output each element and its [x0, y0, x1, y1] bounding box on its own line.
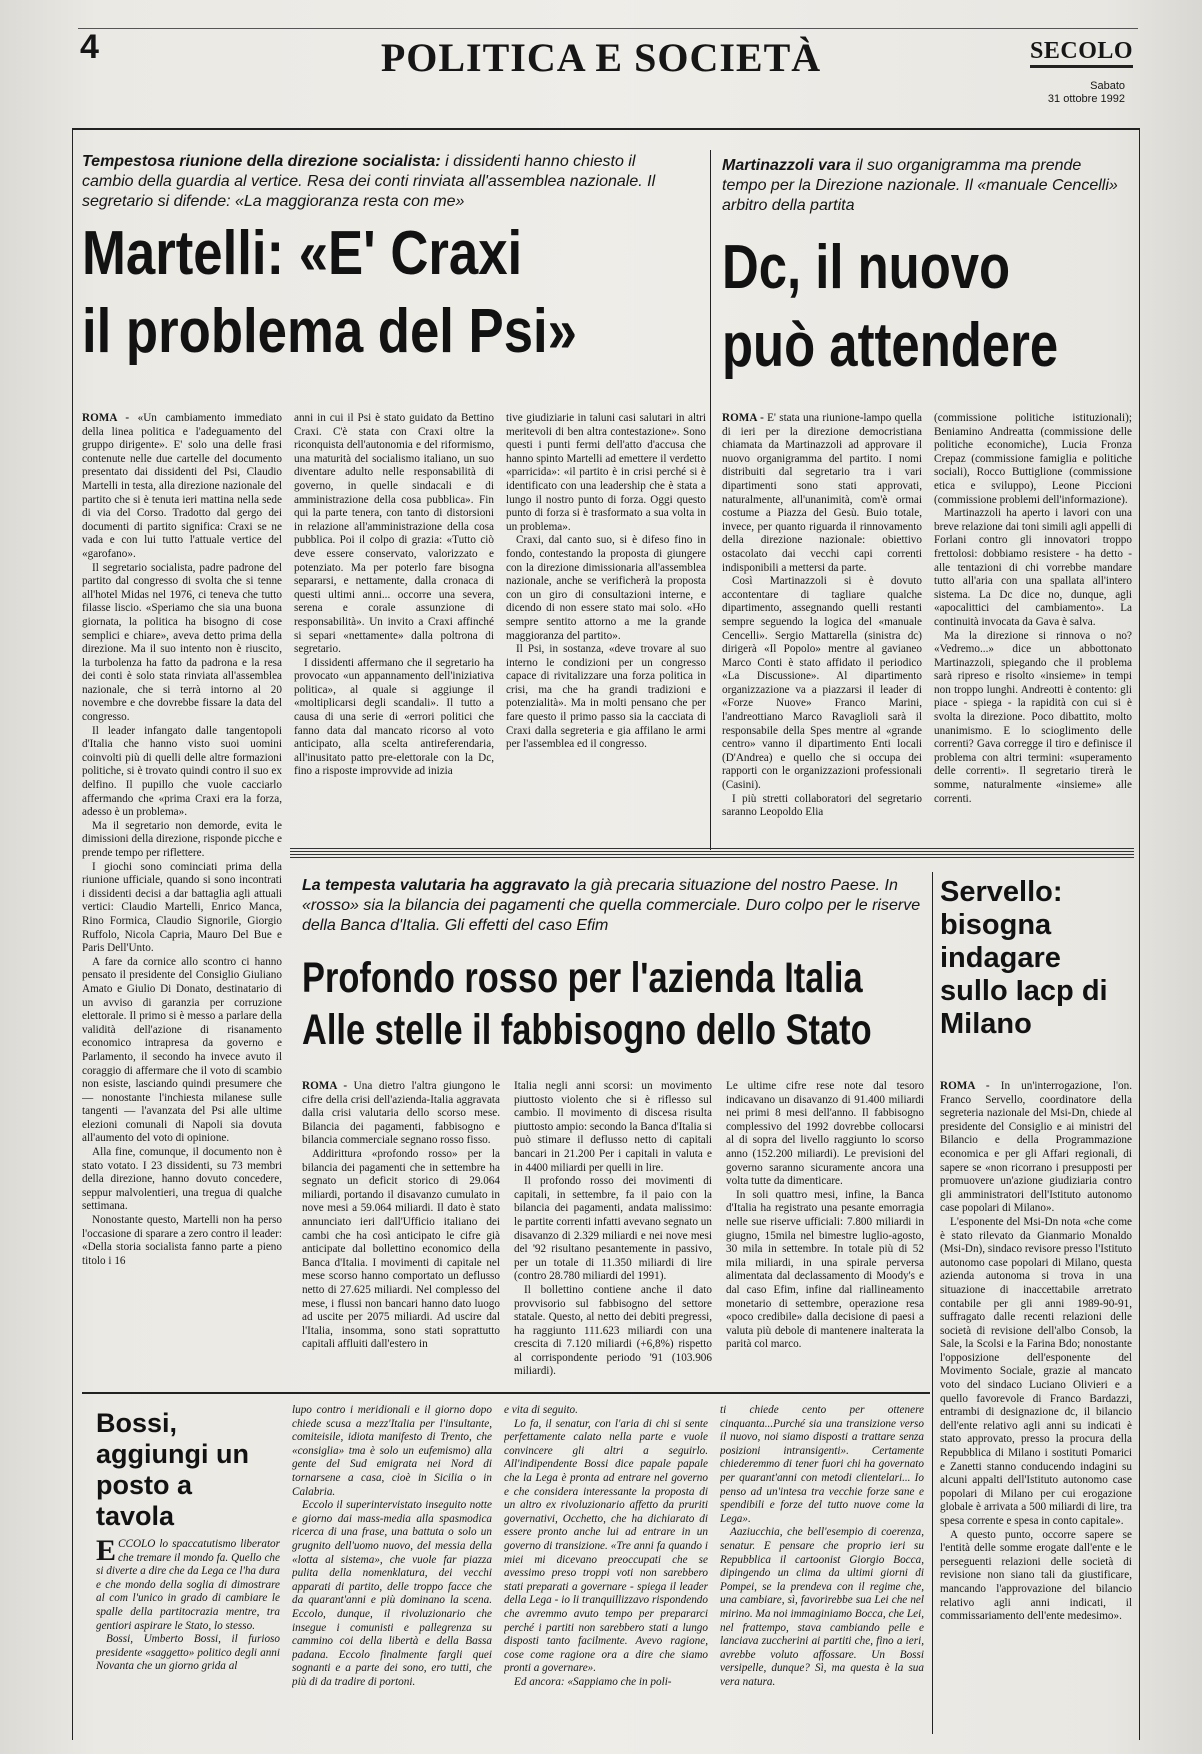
martelli-col1-text: «Un cambiamento immediato della linea politica e l'adeguamento del gruppo dirigente». E' solo una delle frasi contenute nelle due cartelle del documento presentato dai dissidenti del Psi, Claudio Martelli in testa, alla direzione nazionale del partito che si è tenuta ieri mattina nella sede di via del Corso. Tradotto dal gergo dei documenti di partito significa: Craxi se ne vada e con lui tutto l'attuale vertice del «garofano».	[82, 412, 282, 560]
page-number: 4	[80, 28, 99, 66]
martelli-col1-p7: Alla fine, comunque, il documento non è stato votato. I 23 dissidenti, su 73 membri della direzione, hanno dovuto concedere, seppur malvolentieri, una tregua di qualche settimana.	[82, 1146, 282, 1213]
bossi-col2-text: lupo contro i meridionali e il giorno dopo chiede scusa a mezz'Italia per l'insultante, comiteisile, idiota manifesto di Trento, che «consiglia» tma è solo un eufemismo) alla gente del Sud emigrata nei Nord di tornarsene a casa, cioè in Sicilia o in Calabria.	[292, 1404, 492, 1498]
bossi-col3-p3: Ed ancora: «Sappiamo che in poli-	[514, 1675, 672, 1688]
martelli-col1-p6: A fare da cornice allo scontro ci hanno pensato il presidente del Consiglio Giuliano Amato e Giulio Di Donato, destinatario di un avviso di garanzia per corruzione elettorale. Il primo si è messo a parlare della validità dell'azione di risanamento economico intrapresa da governo e Parlamento, il secondo ha invece avuto il coraggio di affermare che il voto di scambio non esiste, lasciando quindi presumere che — nonostante l'inchiesta milanese sulle tangenti — l'avanzata del Psi alle ultime elezioni comunali di Napoli sia dovuta all'aumento del voto di opinione.	[82, 955, 282, 1145]
bossi-col1-p2: Bossi, Umberto Bossi, il furioso presidente «saggetto» politico degli anni Novanta che un giorno grida al	[96, 1633, 280, 1673]
dc-headline-2: può attendere	[722, 311, 1059, 380]
section-stripe-divider	[290, 848, 1134, 858]
dc-column-1	[722, 412, 922, 840]
bossi-col4-p2: Aaziucchia, che bell'esempio di coerenza, senatur. E pensare che proprio ieri su Repubblica il cartoonist Giorgio Bocca, dipingendo un clima da ultimi giorni di Pompei, se la prendeva con il regime che, una cambiare, sì, favorirebbe sua Lei che nel mirino. Ma noi immaginiamo Bocca, che Lei, nel frattempo, stava cambiando pelle e lanciava zuccherini ai partiti che, fino a ieri, avrebbe voluto affossare. Un Bossi versipelle, dunque? Sì, ma questa è la sua vera natura.	[720, 1526, 924, 1688]
economia-headline-2: Alle stelle il fabbisogno dello Stato	[302, 1006, 872, 1054]
bossi-top-rule	[82, 1392, 930, 1394]
dc-col1-p2: Così Martinazzoli si è dovuto accontentare di tagliare qualche dipartimento, assegnando quelli restanti sempre seguendo la logica del «manuale Cencelli». Sergio Mattarella (sinistra dc) dirigerà «Il Popolo» mentre al gavianeo Marco Conti è stato affidato il periodico «La Discussione». Al dipartimento organizzazione va a piazzarsi il leader di «Forze Nuove» Franco Marini, l'andreottiano Marco Ravaglioli sarà il responsabile della Spes mentre al «grande centro» vanno il dipartimento Enti locali (D'Andrea) e quello che si occupa dei rapporti con le organizzazioni professionali (Casini).	[722, 575, 922, 792]
economia-col1-lead: ROMA -	[302, 1080, 348, 1092]
economia-headline-1: Profondo rosso per l'azienda Italia	[302, 954, 863, 1002]
economia-column-3	[726, 1080, 924, 1380]
dateline-date: 31 ottobre 1992	[1047, 93, 1125, 105]
martelli-col3-text: tive giudiziarie in taluni casi salutari in altri meritevoli di ben altra contestazione». Sono questi i punti fermi dell'atto d'accusa che hanno spinto Martelli ad emettere il verdetto «parricida»: «il partito è in crisi perché si è identificato con una leadership che è stata a lungo il nostro punto di forza. Oggi questo punto di forza si è trasformato a sua volta in un problema».	[506, 412, 706, 533]
bossi-column-3	[504, 1404, 708, 1734]
economia-col1-text: Una dietro l'altra giungono le cifre della crisi dell'azienda-Italia aggravata dalla crisi valutaria dello scorso mese. Bilancia dei pagamenti, fabbisogno e bilancia commerciale segnano rosso fisso.	[302, 1080, 500, 1147]
economia-col2-text: Italia negli anni scorsi: un movimento piuttosto violento che si è riflesso sul cambio. Il movimento di discesa risulta piuttosto ampio: secondo la Banca d'Italia si può stimare il deflusso netto di capitali bancari in 21.200 Per i capitali in valuta e in 4400 miliardi per quelli in lire.	[514, 1080, 712, 1174]
bossi-col4-text: ti chiede cento per ottenere cinquanta...Purché sia una transizione verso il nuovo, noi siamo disposti a trattare senza posizioni intransigenti». Certamente chiederemmo di tener fuori chi ha governato per quarant'anni con metodi clientelari... Io penso ad un'intesa tra vecchie forze sane e spendibili e forze del tutto nuove come la Lega».	[720, 1404, 924, 1525]
economia-col1-p2: Addirittura «profondo rosso» per la bilancia dei pagamenti che in settembre ha segnato un deficit storico di 29.064 miliardi, portando il disavanzo cumulato in nove mesi a 59.064 miliardi. Il dato è stato annunciato ieri dall'Ufficio italiano dei cambi che ha così anticipato le cifre già anticipate dal bollettino economico della Banca d'Italia. I movimenti di capitale nel mese scorso hanno comportato un deflusso netto di 27.625 miliardi. Nel complesso del mese, i flussi non bancari hanno dato luogo ad uscite per 2075 miliardi. Ad uscire dal l'Italia, insomma, sono stati soprattutto capitali affluiti dall'estero in	[302, 1147, 500, 1351]
martelli-col1-p8: Nonostante questo, Martelli non ha perso l'occasione di sparare a zero contro il leader: «Della storia socialista fanno parte a pieno titolo i 16	[82, 1214, 282, 1267]
martelli-column-1	[82, 412, 282, 1730]
bossi-column-1	[96, 1538, 280, 1734]
martelli-kicker-rest: i dissidenti hanno chiesto il cambio della guardia al vertice. Resa dei conti rinviata all'assemblea nazionale. Il segretario si difende: «La maggioranza resta con me»	[82, 153, 656, 210]
martelli-column-3	[506, 412, 706, 840]
frame-top-rule	[72, 128, 1140, 130]
dc-col1-lead: ROMA -	[722, 412, 764, 424]
servello-p3: A questo punto, occorre sapere se l'entità delle somme erogate dall'ente e le perseguenti relazioni delle società di revisione non siano tali da giustificare, mancando l'approvazione del bilancio relativo agli anni indicati, il commissariamento dell'ente medesimo».	[940, 1528, 1132, 1623]
dc-col1-p3: I più stretti collaboratori del segretario saranno Leopoldo Elia	[722, 792, 922, 819]
servello-divider	[932, 872, 933, 1734]
frame-left-rule	[72, 128, 73, 1740]
dateline	[1010, 80, 1125, 106]
servello-text: In un'interrogazione, l'on. Franco Servello, coordinatore della segreteria nazionale del Msi-Dn, chiede al presidente del Consiglio e ai ministri del Bilancio e della Programmazione economica e per gli Affari regionali, di sapere se «non ricorrano i presupposti per promuovere un'azione giudiziaria contro gli amministratori dell'Istituto autonomo case popolari di Milano».	[940, 1080, 1132, 1215]
economia-col3-text: Le ultime cifre rese note dal tesoro indicavano un disavanzo di 91.400 miliardi nei primi 8 mesi dell'anno. Il fabbisogno complessivo del 1992 dovrebbe collocarsi al di sopra del livello raggiunto lo scorso anno (152.200 miliardi). Le previsioni del governo saranno sicuramente ancora una volta tutte da dimenticare.	[726, 1080, 924, 1188]
dc-col1-text: E' stata una riunione-lampo quella di ieri per la direzione democristiana chiamata da Martinazzoli ad approvare il nuovo organigramma del partito. I nomi distribuiti dal segretario tra i vari dipartimenti sono stati approvati, naturalmente, all'unanimità, com'è ormai costume a Piazza del Gesù. Buio totale, invece, per quanto riguarda il rinnovamento della direzione nazionale: obiettivo ostacolato dai vecchi capi correnti indisponibili a mettersi da parte.	[722, 412, 922, 574]
dc-kicker-bold: Martinazzoli vara	[722, 157, 851, 174]
newspaper-logo: SECOLO	[1030, 38, 1133, 68]
dc-col2-p2: Martinazzoli ha aperto i lavori con una breve relazione dai toni simili agli appelli di Forlani contro gli innovatori troppo frettolosi: dobbiamo resistere - ha detto - alle tentazioni di chi vorrebbe mandare tutto all'aria con una spallata all'intero sistema. La Dc dice no, dunque, agli «apocalittici del cambiamento». La continuità invocata da Gava è salva.	[934, 507, 1132, 628]
masthead-rule	[78, 28, 1138, 29]
martelli-column-2	[294, 412, 494, 840]
economia-kicker-rest: la già precaria situazione del nostro Paese. In «rosso» sia la bilancia dei pagamenti che quella commerciale. Duro colpo per le riserve della Banca d'Italia. Gli effetti del caso Efim	[302, 877, 921, 934]
martelli-col1-lead: ROMA -	[82, 412, 130, 424]
economia-col2-p2: Il profondo rosso dei movimenti di capitali, in settembre, fa il paio con la bilancia dei pagamenti, andata malissimo: le partite correnti infatti avevano segnato un disavanzo di 2.329 miliardi e nei nove mesi del '92 risultano pesantemente in passivo, per un totale di 11.350 miliardi di lire (contro 28.780 miliardi del 1991).	[514, 1175, 712, 1283]
martelli-kicker	[82, 152, 662, 212]
bossi-column-2	[292, 1404, 492, 1734]
dc-col2-text: (commissione politiche istituzionali); Beniamino Andreatta (commissione delle politiche economiche), Lucia Fronza Crepaz (commissione famiglia e politiche sociali), Rocco Buttiglione (commissione etica e sviluppo), Leone Piccioni (commissione problemi dell'informazione).	[934, 412, 1132, 506]
martelli-col2-text: anni in cui il Psi è stato guidato da Bettino Craxi. C'è stata con Craxi oltre la riconquista dell'autonomia e del riformismo, una maturità del socialismo italiano, un suo diventare adulto nelle responsabilità di governo, in quelle sindacali e di amministrazione della cosa pubblica». Fin qui la parte tenera, con tanto di distorsioni in relazione all'amministrazione della cosa pubblica. Poi il colpo di grazia: «Tutto ciò deve essere conservato, valorizzato e potenziato. Ma per poterlo fare bisogna separarsi, e nettamente, dalla cronaca di questi ultimi anni... occorre una severa, serena e corale assunzione di responsabilità». Un invito a Craxi affinché si separi «nettamente» dalla poltrona di segretario.	[294, 412, 494, 656]
bossi-dropcap: E	[96, 1538, 117, 1567]
servello-column	[940, 1080, 1132, 1732]
servello-lead: ROMA -	[940, 1080, 990, 1092]
bossi-col1-text: CCOLO lo spaccatutismo liberator che tremare il mondo fa. Quello che si diverte a dire che da Lega ce l'ha dura e che mondo della soglia di dimostrare al com l'unico in grado di cambiare le spalle della partitocrazia mentre, tra gentiori aspirare le Stato, lo stesso.	[96, 1538, 280, 1632]
bossi-col3-p2: Lo fa, il senatur, con l'aria di chi si sente perfettamente calato nella parte e vuole convincere gli altri a seguirlo. All'indipendente Bossi dice papale papale che la Lega è pronta ad entrare nel governo e che considera interessante la proposta di un altro ex rivoluzionario affetto da pruriti governativi, Occhetto, che ha dichiarato di essere pronto anche lui ad entrare in un governo di transizione. «Tre anni fa quando i miei mi dicevano preoccupati che se avessimo preso troppi voti non sarebbero stati preparati a governare - spiega il leader della Lega - io li tranquillizzavo rispondendo che avremmo avuto tempo per prepararci perché i partiti non sarebbero stati a lungo disposti tanto facilmente. Avevo ragione, cose come ragione ora a dire che siamo pronti a governare».	[504, 1417, 708, 1675]
martelli-col3-p2: Craxi, dal canto suo, si è difeso fino in fondo, contestando la proposta di giungere con la direzione dimissionaria all'assemblea nazionale, anche se verificherà la proposta con un giro di consultazioni interne, e dicendo di non essere stato mai solo. «Ho sempre sentito attorno a me la grande maggioranza del partito».	[506, 534, 706, 642]
martelli-headline-1: Martelli: «E' Craxi	[82, 219, 523, 288]
martelli-col1-p4: Ma il segretario non demorde, evita le dimissioni della direzione, risponde picche e prende tempo per riflettere.	[82, 819, 282, 859]
frame-right-rule	[1139, 128, 1140, 1740]
bossi-col2-p2: Eccolo il superintervistato inseguito notte e giorno dai mass-media alla spasmodica ricerca di una frase, una battuta o solo un grugnito dell'uomo nuovo, del messia della «lotta al sistema», che vuole far piazza pulita della nomenklatura, dei vecchi apparati di partito, delle troppo facce che da quarant'anni e più dominano la scena. Eccolo, dunque, il rivoluzionario che insegue i comunisti e pallegrenza su cammino coi della libertà e della Bassa padana. Eccolo finalmente fargli quei sognanti e a parte dei sono, ero tutti, che più di da tradire di portoni.	[292, 1499, 492, 1688]
section-title: POLITICA E SOCIETÀ	[380, 35, 822, 80]
economia-column-1	[302, 1080, 500, 1380]
dc-column-2	[934, 412, 1132, 840]
servello-headline: Servello: bisogna indagare sullo Iacp di Milano	[940, 876, 1108, 1040]
dc-kicker-rest: il suo organigramma ma prende tempo per la Direzione nazionale. Il «manuale Cencelli» arbitro della partita	[722, 157, 1118, 214]
martelli-col1-p3: Il leader infangato dalle tangentopoli d'Italia che hanno visto suoi uomini coinvolti più di quelli delle altre formazioni politiche, si è trovato quindi contro il suo ex delfino. Il pupillo che vuole cacciarlo affermando che «prima Craxi era la forza, adesso è un problema».	[82, 724, 282, 819]
servello-p2: L'esponente del Msi-Dn nota «che come è stato rilevato da Gianmario Monaldo (Msi-Dn), sindaco revisore presso l'Istituto autonomo case popolari di Milano, questa azienda autonoma si trova in una situazione di inaccettabile arretrato contabile per gli anni 1989-90-91, suffragato dalle recenti relazioni delle società di revisione dell'albo Consob, la Sale, la Scolsi e la Farina Bdo; nonostante l'opposizione dell'esponente del Movimento Sociale, grazie al mancato voto del sindaco Luciano Olivieri e a quello favorevole di Franco Bardazzi, entrambi di designazione dc, il bilancio dell'ente relativo agli anni su indicati è stato approvato, presso la procura della Repubblica di Milano i sostituti Pomarici e Zanetti stanno conducendo indagini su alcuni appalti dell'Istituto autonomo case popolari di Milano per cui erogazione globale è arrivata a 500 miliardi di lire, tra spesa corrente e spesa in conto capitale».	[940, 1215, 1132, 1527]
martelli-dc-divider	[710, 150, 711, 850]
economia-kicker	[302, 876, 922, 936]
bossi-column-4	[720, 1404, 924, 1734]
dc-col2-p3: Ma la direzione si rinnova o no? «Vedremo...» dice un abbottonato Martinazzoli, spiegando che il problema sarà ripreso e risolto «insieme» in tempi non troppo lunghi. Andreotti è contento: gli piace - spiega - la rapidità con cui si è svolta la direzione. Poco dibattito, molto unanimismo. E lo scioglimento delle correnti? Gava corregge il tiro e definisce il problema con altri termini: «superamento delle correnti». Il segretario tirerà le somme, naturalmente «insieme» alle correnti.	[934, 629, 1132, 805]
economia-col2-p3: Il bollettino contiene anche il dato provvisorio sul fabbisogno del settore statale. Questo, al netto dei debiti pregressi, ha raggiunto 111.623 miliardi con una crescita di 7.120 miliardi (+6,8%) rispetto al corrispondente periodo '91 (103.906 miliardi).	[514, 1283, 712, 1378]
martelli-kicker-bold: Tempestosa riunione della direzione socialista:	[82, 153, 441, 170]
martelli-col1-p2: Il segretario socialista, padre padrone del partito dal congresso di svolta che si tenne all'hotel Midas nel 1976, ci teneva che tutto filasse liscio. «Speriamo che sia una buona giornata, la politica ha bisogno di cose semplici e chiare», aveva detto prima della direzione. Ma il suo intento non è riuscito, la turbolenza ha fatto da padrona e la resa dei conti è solo stata rinviata all'assemblea nazionale, che si terrà intorno al 20 novembre e che dovrebbe fissare la data del congresso.	[82, 561, 282, 724]
dc-kicker	[722, 156, 1122, 216]
bossi-col3-text: e vita di seguito.	[504, 1404, 578, 1416]
economia-column-2	[514, 1080, 712, 1380]
economia-col3-p2: In soli quattro mesi, infine, la Banca d'Italia ha registrato una pesante emorragia nelle sue riserve ufficiali: 7.800 miliardi in giugno, 15mila nel bimestre luglio-agosto, 30 mila in settembre. In totale più di 52 mila miliardi, in una spirale perversa alimentata dal declassamento di Moody's e dal caso Efim, infine dal riallineamento monetario di settembre, operazione resa «poco credibile» dalla decisione di paesi a valuta più debole di mantenere inalterata la parità col marco.	[726, 1188, 924, 1351]
martelli-headline-2: il problema del Psi»	[82, 297, 577, 366]
martelli-col2-p2: I dissidenti affermano che il segretario ha provocato «un appannamento dell'iniziativa politica», al quale si aggiunge il «moltiplicarsi degli scandali». Il tutto a causa di una serie di «errori politici che fanno data dal mancato ricorso al voto anticipato, alla scelta antireferendaria, all'inusitato patto pre-elettorale con la Dc, fino a risposte improvvide ad inizia	[294, 656, 494, 778]
bossi-headline: Bossi, aggiungi un posto a tavola	[96, 1408, 249, 1531]
dateline-day: Sabato	[1090, 80, 1125, 92]
economia-kicker-bold: La tempesta valutaria ha aggravato	[302, 877, 570, 894]
martelli-col1-p5: I giochi sono cominciati prima della riunione ufficiale, quando si sono incontrati i dissidenti decisi a dar battaglia agli attuali vertici: Claudio Martelli, Enrico Manca, Rino Formica, Claudio Signorile, Giorgio Ruffolo, Nicola Capria, Mauro Del Bue e Paris Dell'Unto.	[82, 860, 282, 955]
dc-headline-1: Dc, il nuovo	[722, 233, 1011, 302]
martelli-col3-p3: Il Psi, in sostanza, «deve trovare al suo interno le condizioni per un congresso capace di rivitalizzare una forza politica in crisi, ma che ha grandi tradizioni e potenzialità». Ma in molti pensano che per fare questo il primo passo sia la cacciata di Craxi dalla segreteria e gia affilano le armi per l'assemblea ed il congresso.	[506, 643, 706, 751]
